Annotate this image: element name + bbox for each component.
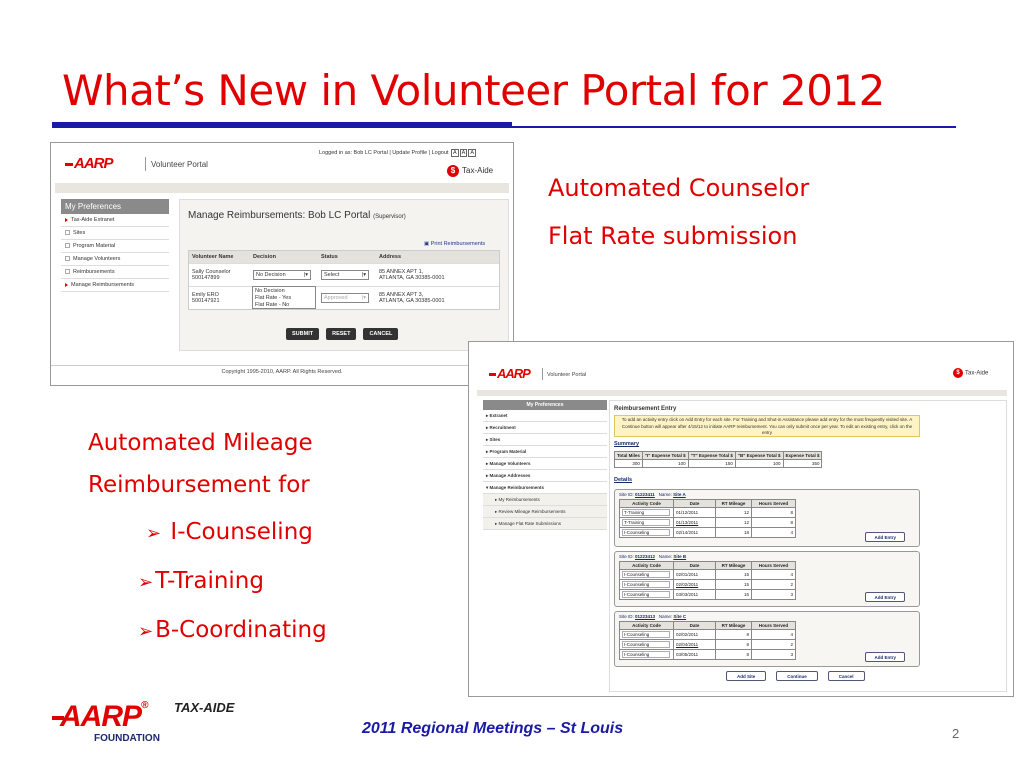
portal-name: Volunteer Portal: [151, 160, 208, 169]
table-row[interactable]: T-Training 01/13/2011 12 8: [620, 518, 796, 528]
sidebar-item-reimbursements[interactable]: Reimbursements: [61, 266, 169, 279]
table-row[interactable]: I-Counseling 02/14/2011 18 4: [620, 528, 796, 538]
font-size-button[interactable]: A: [461, 150, 466, 156]
sidebar-item-sites[interactable]: Sites: [61, 227, 169, 240]
bullet-item: ➢B-Coordinating: [138, 617, 327, 643]
table-row[interactable]: I-Counseling 02/04/2011 8 2: [620, 640, 796, 650]
sidebar-item-manage-reimbursements[interactable]: ▾ Manage Reimbursements: [483, 482, 607, 494]
copyright: Copyright 1995-2010, AARP. All Rights Reserved.: [51, 365, 513, 375]
right-text-line-2: Flat Rate submission: [548, 222, 798, 250]
chevron-down-icon: |▾: [361, 295, 366, 301]
table-row[interactable]: I-Counseling 02/01/2011 15 4: [620, 570, 796, 580]
font-size-button[interactable]: A: [452, 150, 457, 156]
manage-reimbursements-screenshot: [50, 142, 514, 386]
tax-aide-badge: $ Tax-Aide: [953, 368, 988, 378]
reset-button[interactable]: RESET: [326, 328, 356, 340]
aarp-foundation-logo: AARP® TAX-AIDE FOUNDATION: [52, 700, 252, 750]
chevron-down-icon: |▾: [361, 272, 366, 278]
site-id-link[interactable]: 01223413: [635, 614, 656, 619]
slide-title: What’s New in Volunteer Portal for 2012: [62, 66, 885, 115]
main-panel: [609, 400, 1007, 692]
reimbursement-entry-screenshot: [468, 341, 1014, 697]
sidebar-subitem-review-mileage[interactable]: ▸ Review Mileage Reimbursements: [483, 506, 607, 518]
aarp-logo: AARP: [65, 155, 113, 172]
sidebar-item-manage-addresses[interactable]: ▸ Manage Addresses: [483, 470, 607, 482]
sidebar-subitem-my-reimbursements[interactable]: ▸ My Reimbursements: [483, 494, 607, 506]
title-rule-thin: [512, 126, 956, 128]
instruction-note: To add an activity entry click on Add Entry for each site. For Training and Shut-in Assistance please add entry for the most frequently visited site. A Continue button will appear after 4/15/12 to initiate AARP reimbursement. You can only submit once per year. To edit an existing entry, click on the entry: [614, 415, 920, 437]
plus-box-icon: [65, 243, 70, 248]
reimbursements-table: [188, 250, 500, 310]
login-bar: Logged in as: Bob LC Portal | Update Profile | Logout A A A: [319, 150, 474, 156]
sidebar-item-program-material[interactable]: ▸ Program Material: [483, 446, 607, 458]
sidebar: [483, 400, 607, 530]
decision-select[interactable]: No Decision |▾: [253, 270, 311, 280]
site-id-link[interactable]: 01223412: [635, 554, 656, 559]
plus-box-icon: [65, 256, 70, 261]
add-entry-button[interactable]: Add Entry: [865, 592, 905, 602]
sidebar-item-sites[interactable]: ▸ Sites: [483, 434, 607, 446]
arrow-icon: [65, 218, 68, 222]
sidebar-subitem-flat-rate[interactable]: ▸ Manage Flat Rate Submissions: [483, 518, 607, 530]
bottom-buttons: [726, 671, 865, 681]
sidebar-item-manage-reimbursements[interactable]: Manage Reimbursements: [61, 279, 169, 292]
table-header: Volunteer Name Decision Status Address: [189, 251, 499, 263]
aarp-logo: AARP: [489, 366, 530, 381]
arrow-bullet-icon: ➢: [138, 572, 154, 593]
site-activity-table: Activity Code Date RT Mileage Hours Served I-Counseling 02/02/2011 8 4 I-Counseling 02/04/2011 8 2 I-Counseling 03/05/2011 8 3: [619, 621, 796, 660]
sidebar: [61, 199, 169, 292]
right-text-line-1: Automated Counselor: [548, 174, 810, 202]
cancel-button[interactable]: Cancel: [828, 671, 865, 681]
add-entry-button[interactable]: Add Entry: [865, 652, 905, 662]
printer-icon: ▣: [424, 241, 431, 247]
table-row[interactable]: I-Counseling 03/03/2011 15 3: [620, 590, 796, 600]
dollar-icon: $: [447, 165, 459, 177]
site-panel-a: Site ID: 01223411 Name: Site A Activity Code Date RT Mileage Hours Served T-Training 01/12/2011 12 8 T-Training 01/13/2011 12 8 I-Counseling 02/14/2011 18 4 Add Entry: [614, 489, 920, 547]
sidebar-title: My Preferences: [483, 400, 607, 410]
table-row: Sally Counselor 500147899 No Decision |▾ Select |▾ 85 ANNEX APT 1, ATLANTA, GA 30385-0001: [189, 263, 499, 286]
left-text-line-2: Reimbursement for: [88, 472, 310, 498]
sidebar-title: My Preferences: [61, 199, 169, 214]
sidebar-item-manage-volunteers[interactable]: ▸ Manage Volunteers: [483, 458, 607, 470]
table-row[interactable]: I-Counseling 02/02/2011 15 2: [620, 580, 796, 590]
dropdown-option[interactable]: Flat Rate - No: [255, 301, 290, 308]
page-number: 2: [952, 726, 960, 741]
arrow-bullet-icon: ➢: [138, 621, 154, 642]
bullet-item: ➢ I-Counseling: [146, 519, 313, 545]
dollar-icon: $: [953, 368, 963, 378]
form-buttons: [286, 328, 398, 340]
dropdown-option[interactable]: Flat Rate - Yes: [255, 294, 292, 301]
summary-label: Summary: [614, 441, 640, 447]
font-size-button[interactable]: A: [470, 150, 474, 156]
continue-button[interactable]: Continue: [776, 671, 818, 681]
arrow-bullet-icon: ➢: [146, 523, 162, 544]
bullet-item: ➢T-Training: [138, 568, 264, 594]
chevron-down-icon: |▾: [303, 272, 308, 278]
site-panel-b: Site ID: 01223412 Name: Site B Activity Code Date RT Mileage Hours Served I-Counseling 02/01/2011 15 4 I-Counseling 02/02/2011 15 2 I-Counseling 03/03/2011 15 3 Add Entry: [614, 551, 920, 607]
details-label: Details: [614, 477, 633, 483]
table-row[interactable]: I-Counseling 02/02/2011 8 4: [620, 630, 796, 640]
title-rule-thick: [52, 122, 512, 128]
sidebar-item-manage-volunteers[interactable]: Manage Volunteers: [61, 253, 169, 266]
arrow-icon: [65, 283, 68, 287]
plus-box-icon: [65, 269, 70, 274]
site-panel-c: Site ID: 01223413 Name: Site C Activity Code Date RT Mileage Hours Served I-Counseling 02/02/2011 8 4 I-Counseling 02/04/2011 8 2 I-Counseling 03/05/2011 8 3 Add Entry: [614, 611, 920, 667]
main-panel: [179, 199, 509, 351]
footer-center-text: 2011 Regional Meetings – St Louis: [362, 720, 624, 737]
print-reimbursements-link[interactable]: ▣ Print Reimbursements: [424, 241, 486, 247]
tax-aide-badge: $ Tax-Aide: [447, 165, 493, 177]
plus-box-icon: [65, 230, 70, 235]
left-text-line-1: Automated Mileage: [88, 430, 313, 456]
summary-table: Total Miles "I" Expense Total $ "T" Expense Total $ "B" Expense Total $ Expense Total $ 300 100 150 100 350: [614, 451, 822, 468]
table-row[interactable]: I-Counseling 03/05/2011 8 3: [620, 650, 796, 660]
portal-name: Volunteer Portal: [547, 372, 587, 378]
dropdown-option[interactable]: No Decision: [255, 287, 285, 294]
site-activity-table: Activity Code Date RT Mileage Hours Served T-Training 01/12/2011 12 8 T-Training 01/13/2011 12 8 I-Counseling 02/14/2011 18 4: [619, 499, 796, 538]
page-title: Manage Reimbursements: Bob LC Portal (Supervisor): [188, 210, 406, 221]
status-select[interactable]: Approved |▾: [321, 293, 369, 303]
submit-button[interactable]: SUBMIT: [286, 328, 319, 340]
page-title: Reimbursement Entry: [614, 406, 677, 412]
sidebar-item-extranet[interactable]: Tax-Aide Extranet: [61, 214, 169, 227]
table-row: Emily ERO 500147921 Approved |▾ 85 ANNEX APT 3, ATLANTA, GA 30385-0001: [189, 286, 499, 309]
sidebar-item-recruitment[interactable]: ▸ Recruitment: [483, 422, 607, 434]
add-entry-button[interactable]: Add Entry: [865, 532, 905, 542]
site-activity-table: Activity Code Date RT Mileage Hours Served I-Counseling 02/01/2011 15 4 I-Counseling 02/02/2011 15 2 I-Counseling 03/03/2011 15 3: [619, 561, 796, 600]
sidebar-item-extranet[interactable]: ▸ Extranet: [483, 410, 607, 422]
site-id-link[interactable]: 01223411: [635, 492, 655, 497]
add-site-button[interactable]: Add Site: [726, 671, 766, 681]
sidebar-item-program-material[interactable]: Program Material: [61, 240, 169, 253]
table-row[interactable]: T-Training 01/12/2011 12 8: [620, 508, 796, 518]
decision-dropdown: [252, 286, 316, 309]
cancel-button[interactable]: CANCEL: [363, 328, 398, 340]
status-select[interactable]: Select |▾: [321, 270, 369, 280]
